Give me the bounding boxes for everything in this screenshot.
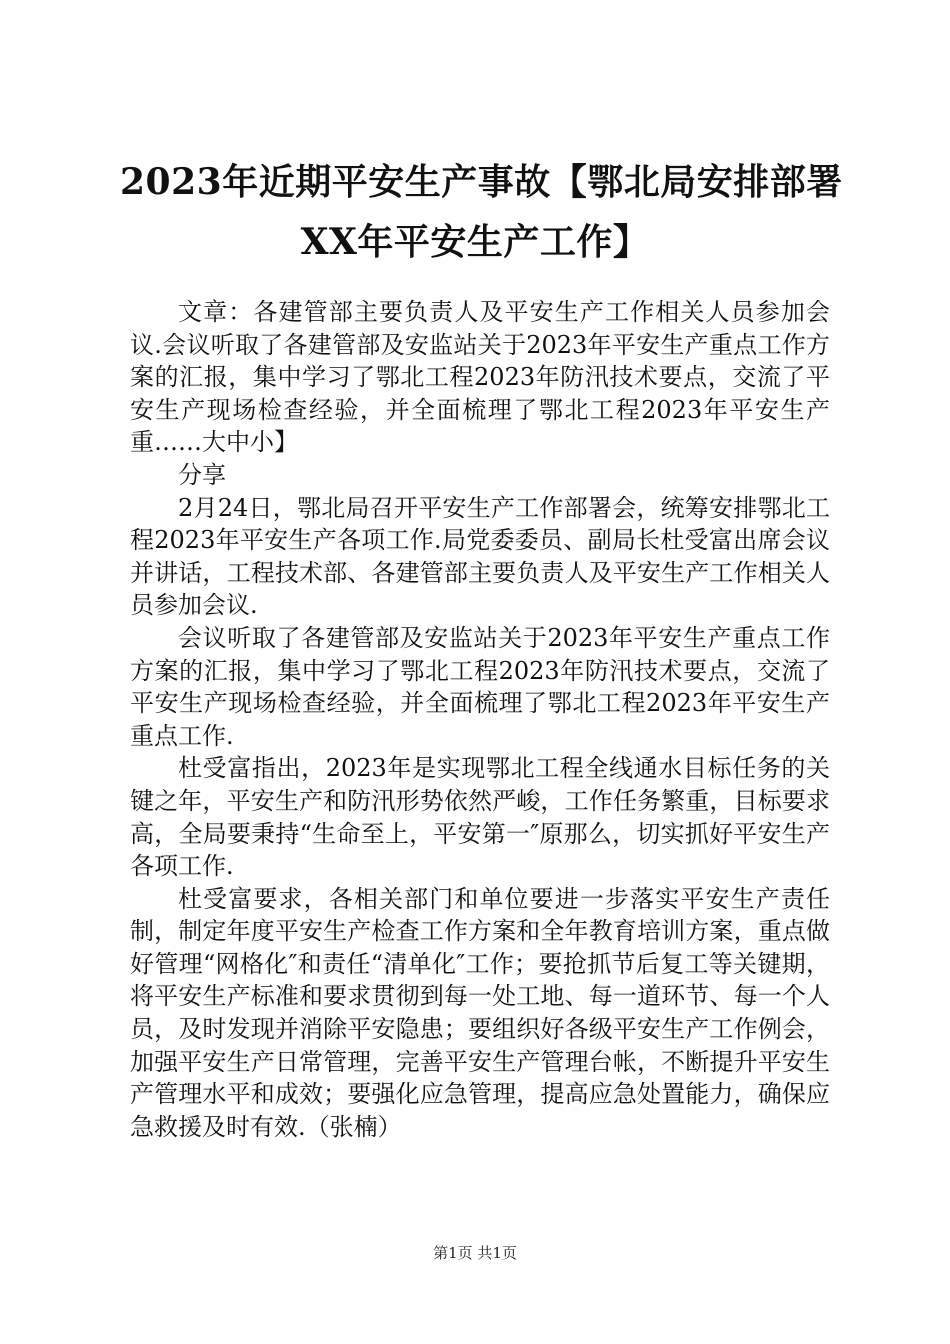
title-line-1: 2023年近期平安生产事故【鄂北局安排部署 bbox=[120, 161, 843, 203]
page-footer: 第1页 共1页 bbox=[433, 1244, 517, 1262]
paragraph-summary: 文章：各建管部主要负责人及平安生产工作相关人员参加会议.会议听取了各建管部及安监站关于2023年平安生产重点工作方案的汇报，集中学习了鄂北工程2023年防汛技术要点，交流了平安生产现场检查经验，并全面梳理了鄂北工程2023年平安生产重……大中小】 bbox=[130, 298, 830, 457]
paragraph-requirements: 杜受富要求，各相关部门和单位要进一步落实平安生产责任制，制定年度平安生产检查工作方案和全年教育培训方案，重点做好管理“网格化″和责任“清单化″工作；要抢抓节后复工等关键期，将平安生产标准和要求贯彻到每一处工地、每一道环节、每一个人员，及时发现并消除平安隐患；要组织好各级平安生产工作例会，加强平安生产日常管理，完善平安生产管理台帐，不断提升平安生产管理水平和成效；要强化应急管理，提高应急处置能力，确保应急救援及时有效.（张楠） bbox=[130, 884, 830, 1141]
title-line-2: XX年平安生产工作】 bbox=[300, 221, 650, 263]
page-title bbox=[120, 152, 843, 272]
document-body bbox=[130, 296, 830, 1143]
share-link[interactable]: 分享 bbox=[178, 460, 226, 489]
paragraph-reports: 会议听取了各建管部及安监站关于2023年平安生产重点工作方案的汇报，集中学习了鄂北工程2023年防汛技术要点，交流了平安生产现场检查经验，并全面梳理了鄂北工程2023年平安生产重点工作. bbox=[130, 623, 830, 750]
paragraph-instructions: 杜受富指出，2023年是实现鄂北工程全线通水目标任务的关键之年，平安生产和防汛形势依然严峻，工作任务繁重，目标要求高，全局要秉持“生命至上，平安第一″原那么，切实抓好平安生产各项工作. bbox=[130, 754, 830, 881]
paragraph-meeting: 2月24日，鄂北局召开平安生产工作部署会，统筹安排鄂北工程2023年平安生产各项工作.局党委委员、副局长杜受富出席会议并讲话，工程技术部、各建管部主要负责人及平安生产工作相关人员参加会议. bbox=[130, 493, 830, 620]
